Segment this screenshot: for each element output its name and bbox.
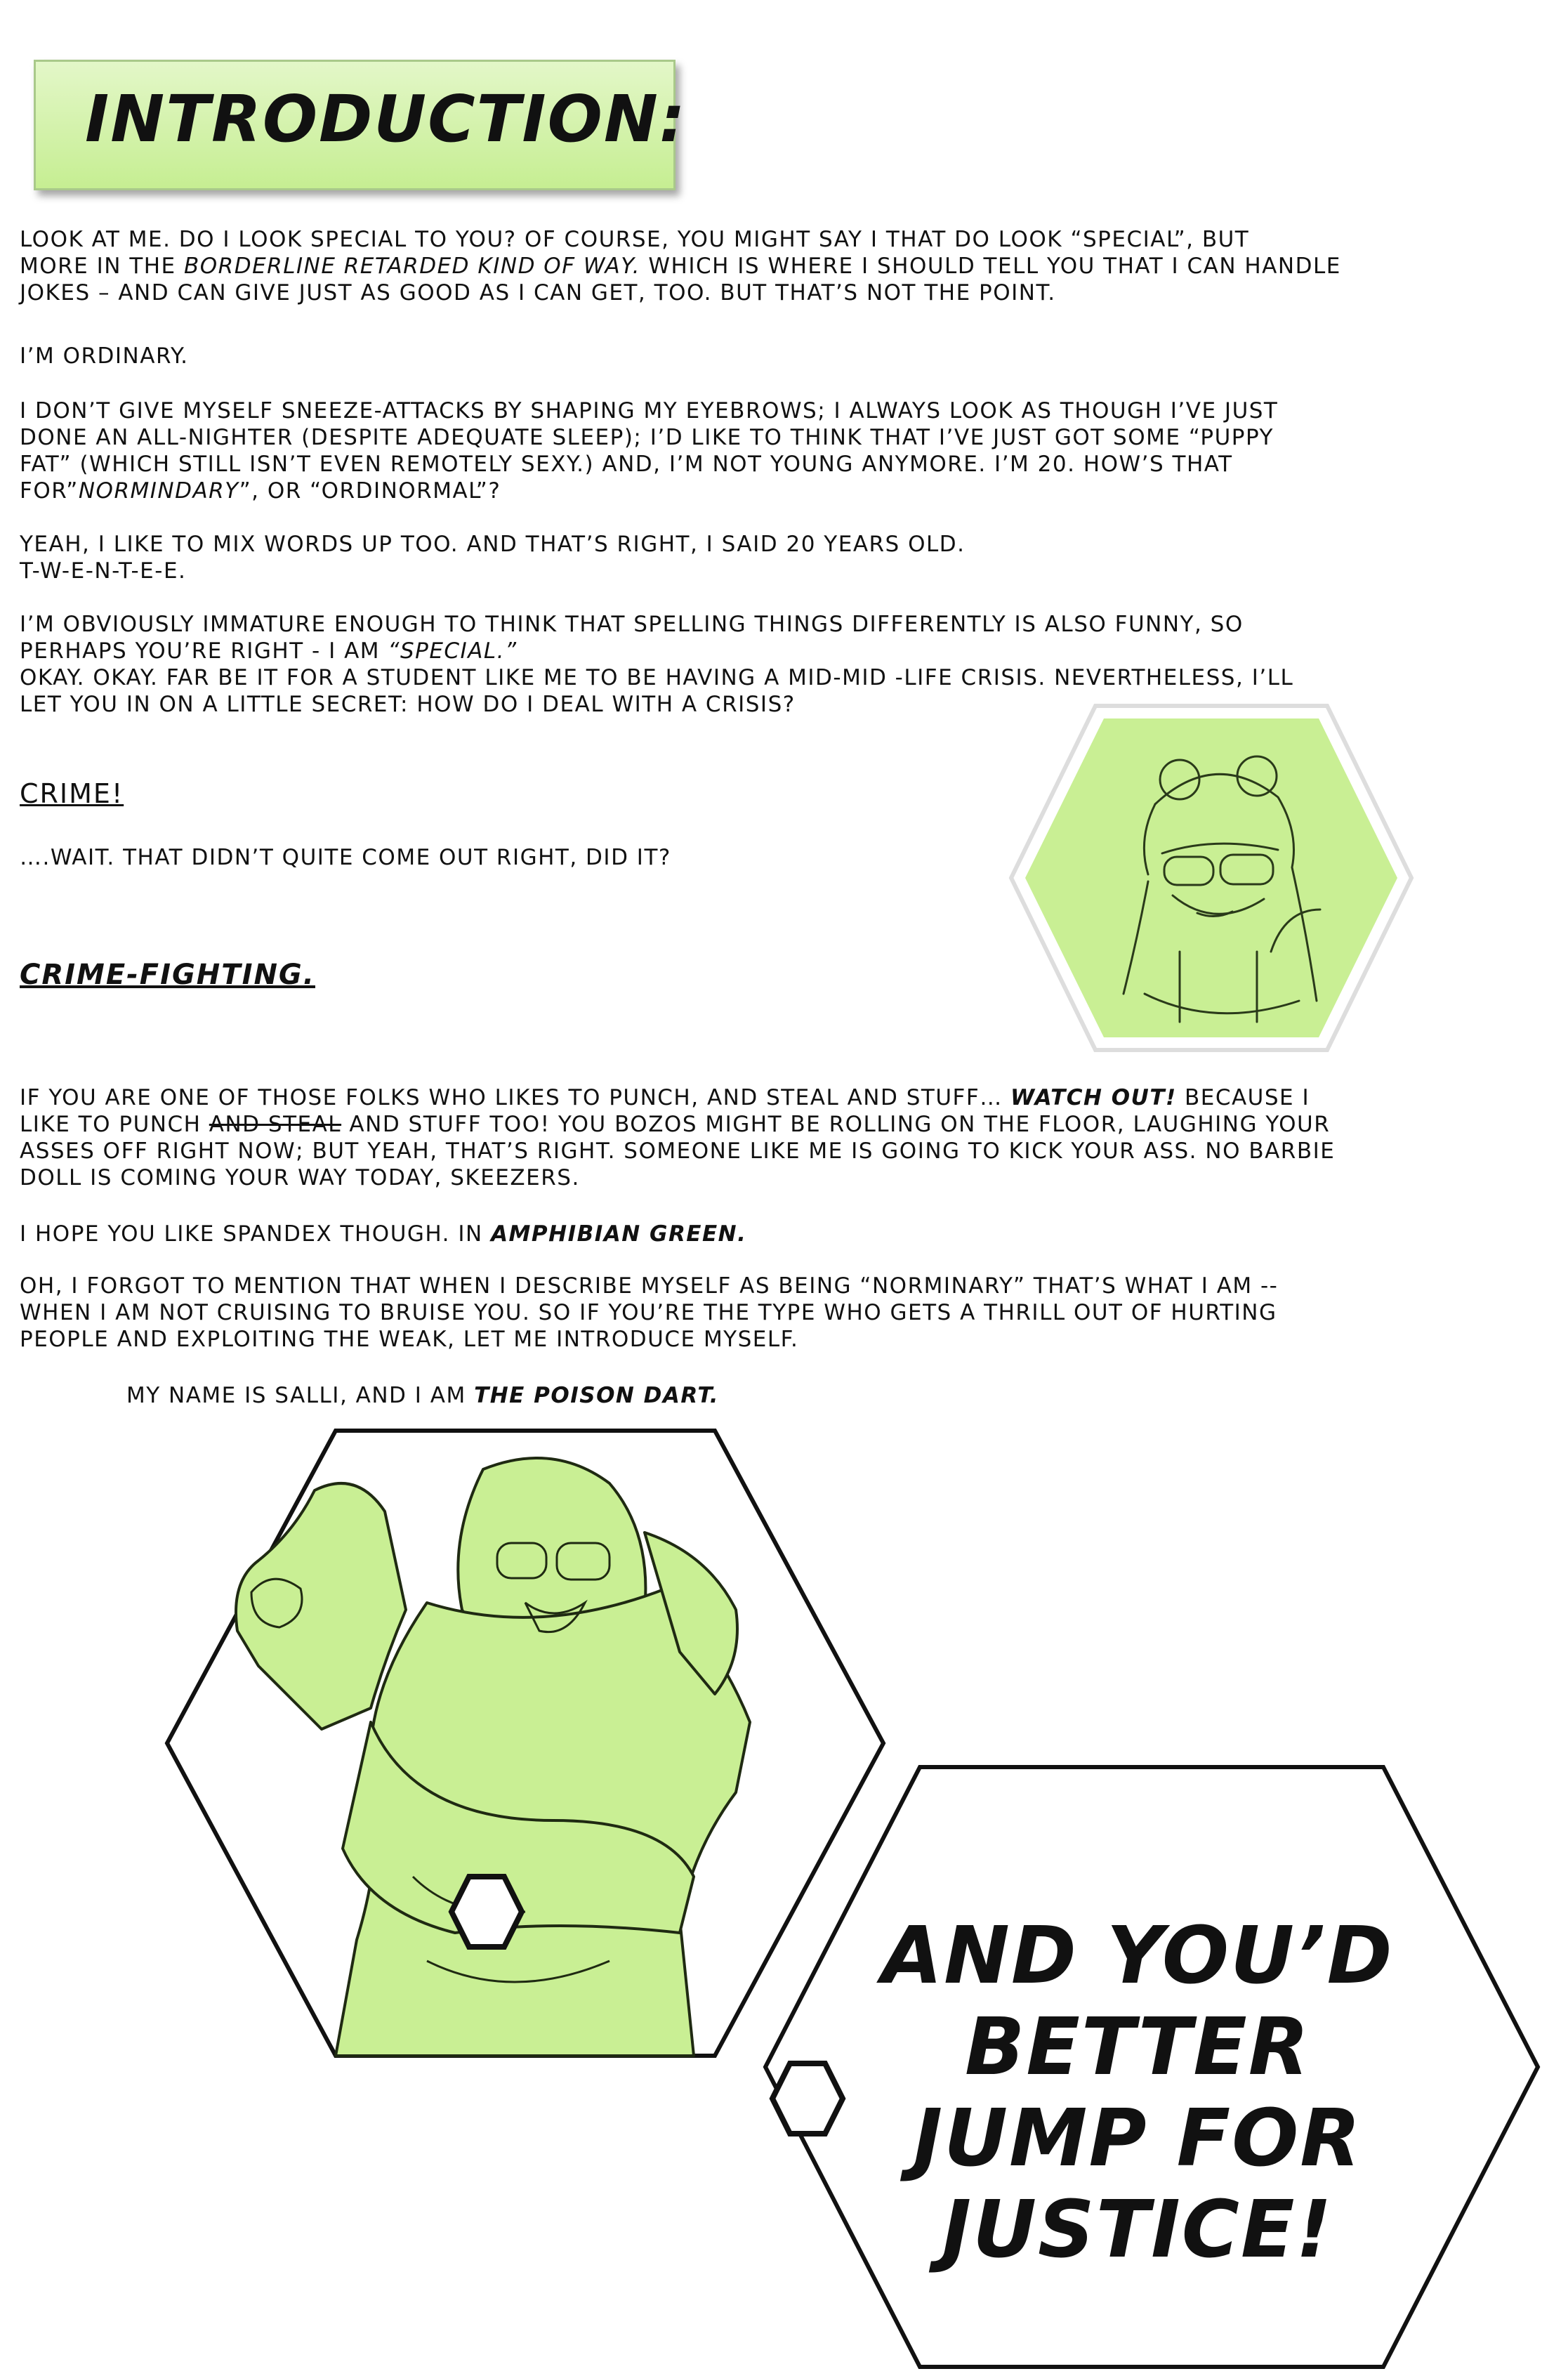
text-line xyxy=(20,253,1550,280)
text-line: DONE AN ALL-NIGHTER (DESPITE ADEQUATE SLEEP); I’D LIKE TO THINK THAT I’VE JUST GOT SOME “PUPPY xyxy=(20,425,1274,450)
text-line: ASSES OFF RIGHT NOW; BUT YEAH, THAT’S RIGHT. SOMEONE LIKE ME IS GOING TO KICK YOUR ASS. NO BARBIE xyxy=(20,1138,1336,1164)
paragraph-ordinary xyxy=(20,343,1550,369)
text-fragment: MORE IN THE xyxy=(20,254,185,279)
callout-line: JUMP FOR xyxy=(913,2093,1362,2184)
heading-crime: CRIME! xyxy=(20,778,124,809)
portrait-hex-panel xyxy=(1004,699,1418,1057)
text-line: WHEN I AM NOT CRUISING TO BRUISE YOU. SO IF YOU’RE THE TYPE WHO GETS A THRILL OUT OF HURTING xyxy=(20,1300,1277,1325)
paragraph-watch-out xyxy=(20,1084,1550,1191)
callout-line: BETTER xyxy=(965,2002,1310,2093)
strikethrough-text: AND STEAL xyxy=(209,1112,342,1137)
text-line xyxy=(20,1111,1550,1138)
text-line xyxy=(20,1221,1550,1247)
text-line xyxy=(20,478,1550,504)
paragraph-norminary xyxy=(20,1273,1550,1353)
emphasis-text: BORDERLINE RETARDED KIND OF WAY. xyxy=(184,254,640,279)
paragraph-eyebrows xyxy=(20,398,1550,504)
text-line: LOOK AT ME. DO I LOOK SPECIAL TO YOU? OF COURSE, YOU MIGHT SAY I THAT DO LOOK “SPECIAL”, BUT xyxy=(20,227,1250,252)
text-fragment: IF YOU ARE ONE OF THOSE FOLKS WHO LIKES TO PUNCH, AND STEAL AND STUFF… xyxy=(20,1085,1011,1110)
text-line: OH, I FORGOT TO MENTION THAT WHEN I DESCRIBE MYSELF AS BEING “NORMINARY” THAT’S WHAT I AM -- xyxy=(20,1273,1279,1299)
text-fragment: WHICH IS WHERE I SHOULD TELL YOU THAT I CAN HANDLE xyxy=(640,254,1341,279)
page-title: INTRODUCTION: xyxy=(85,81,687,157)
text-line xyxy=(20,638,1550,664)
paragraph-mix-words xyxy=(20,531,1550,584)
text-line: T-W-E-N-T-E-E. xyxy=(20,558,187,584)
text-fragment: LIKE TO PUNCH xyxy=(20,1112,209,1137)
text-line: PEOPLE AND EXPLOITING THE WEAK, LET ME INTRODUCE MYSELF. xyxy=(20,1327,799,1352)
text-line: I’M OBVIOUSLY IMMATURE ENOUGH TO THINK THAT SPELLING THINGS DIFFERENTLY IS ALSO FUNNY, SO xyxy=(20,612,1244,637)
emphasis-text: WATCH OUT! xyxy=(1010,1085,1177,1110)
text-line: LET YOU IN ON A LITTLE SECRET: HOW DO I DEAL WITH A CRISIS? xyxy=(20,692,796,717)
text-line: JOKES – AND CAN GIVE JUST AS GOOD AS I CAN GET, TOO. BUT THAT’S NOT THE POINT. xyxy=(20,280,1056,306)
text-line: YEAH, I LIKE TO MIX WORDS UP TOO. AND THAT’S RIGHT, I SAID 20 YEARS OLD. xyxy=(20,532,966,557)
emphasis-text: NORMINDARY xyxy=(78,478,239,504)
paragraph-spandex xyxy=(20,1221,1550,1247)
paragraph-name xyxy=(126,1382,1461,1409)
text-fragment: FOR” xyxy=(20,478,79,504)
emphasis-text: THE POISON DART. xyxy=(474,1383,720,1408)
text-line: FAT” (WHICH STILL ISN’T EVEN REMOTELY SEXY.) AND, I’M NOT YOUNG ANYMORE. I’M 20. HOW’S THAT xyxy=(20,452,1233,477)
text-line xyxy=(20,1084,1550,1111)
emphasis-text: AMPHIBIAN GREEN. xyxy=(491,1221,747,1247)
paragraph-intro xyxy=(20,226,1550,306)
heading-crime-fighting: CRIME-FIGHTING. xyxy=(20,959,315,991)
text-fragment: ”, OR “ORDINORMAL”? xyxy=(239,478,501,504)
emphasis-text: “SPECIAL.” xyxy=(388,638,518,664)
text-fragment: BECAUSE I xyxy=(1176,1085,1310,1110)
title-box xyxy=(34,60,687,190)
text-line: OKAY. OKAY. FAR BE IT FOR A STUDENT LIKE ME TO BE HAVING A MID-MID -LIFE CRISIS. NEVERTHELESS, I’LL xyxy=(20,665,1294,690)
text-fragment: I HOPE YOU LIKE SPANDEX THOUGH. IN xyxy=(20,1221,492,1247)
text-line: I DON’T GIVE MYSELF SNEEZE-ATTACKS BY SHAPING MY EYEBROWS; I ALWAYS LOOK AS THOUGH I’VE JUST xyxy=(20,398,1279,424)
small-hex-icon xyxy=(452,1877,522,1947)
text-line: I’M ORDINARY. xyxy=(20,343,189,369)
text-line: ….WAIT. THAT DIDN’T QUITE COME OUT RIGHT, DID IT? xyxy=(20,845,671,870)
callout-line: JUSTICE! xyxy=(942,2184,1333,2276)
callout-text xyxy=(829,1910,1447,2276)
text-fragment: PERHAPS YOU’RE RIGHT - I AM xyxy=(20,638,388,664)
callout-line: AND YOU’D xyxy=(881,1910,1394,2002)
text-fragment: AND STUFF TOO! YOU BOZOS MIGHT BE ROLLING ON THE FLOOR, LAUGHING YOUR xyxy=(341,1112,1331,1137)
text-fragment: MY NAME IS SALLI, AND I AM xyxy=(126,1383,475,1408)
text-line xyxy=(126,1382,1461,1409)
text-line: DOLL IS COMING YOUR WAY TODAY, SKEEZERS. xyxy=(20,1165,580,1190)
